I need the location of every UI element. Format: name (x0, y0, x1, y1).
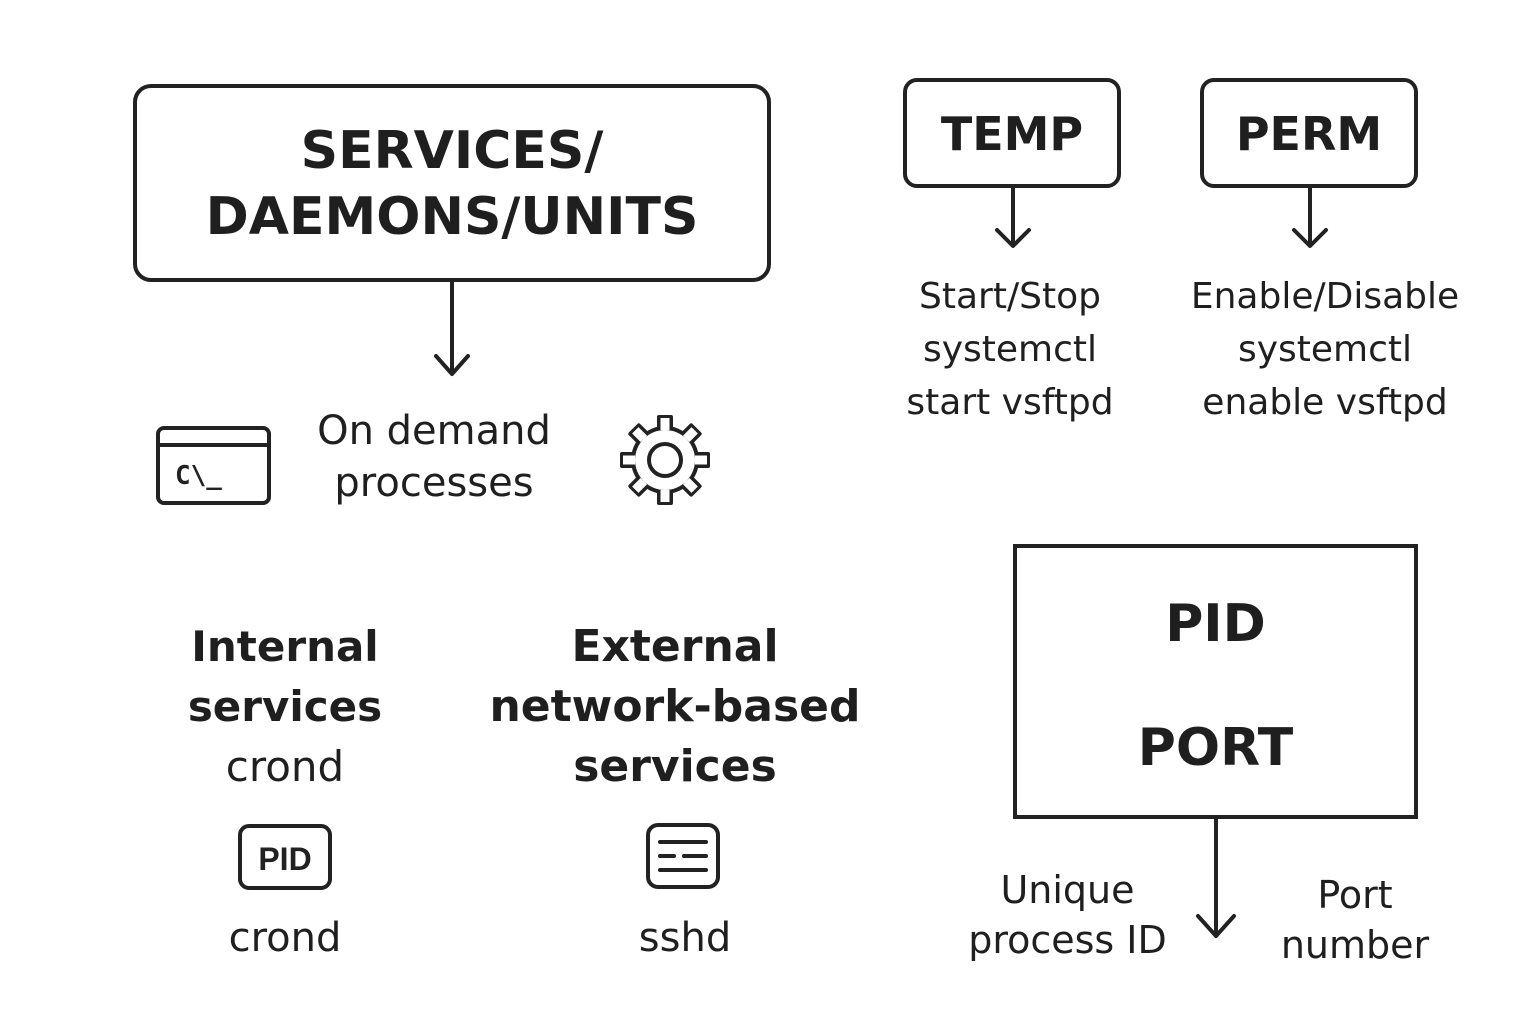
perm-arrow-down-icon (1294, 187, 1326, 246)
main-arrow-down-icon (436, 282, 468, 374)
perm-caption-line1: Enable/Disable (1190, 276, 1460, 317)
list-icon (648, 825, 718, 887)
pid-port-box-pid: PID (1165, 594, 1266, 654)
temp-caption-line1: Start/Stop (919, 276, 1101, 317)
perm-caption-line2: systemctl (1237, 329, 1413, 370)
temp-box (903, 78, 1121, 188)
on-demand-label (300, 405, 568, 509)
services-daemons-units-box (133, 84, 771, 282)
external-line3: services (573, 741, 777, 792)
main-box-title-line1: SERVICES/ (300, 121, 604, 181)
gear-icon (620, 415, 710, 505)
pid-caption-line2: process ID (968, 918, 1167, 962)
internal-line1: Internal (191, 622, 379, 671)
temp-title: TEMP (940, 107, 1084, 161)
pid-caption-line1: Unique (1000, 868, 1135, 912)
pid-port-arrow-down-icon (1198, 818, 1234, 936)
perm-box (1200, 78, 1418, 188)
internal-line2: services (187, 682, 383, 731)
port-caption (1255, 870, 1455, 970)
main-box-title-line2: DAEMONS/UNITS (205, 187, 699, 247)
port-caption-line2: number (1280, 923, 1430, 967)
pid-caption (945, 865, 1190, 965)
temp-caption (860, 270, 1160, 429)
pid-badge-label: PID (258, 841, 312, 877)
external-line1: External (571, 621, 779, 672)
pid-port-box-port: PORT (1137, 718, 1294, 778)
external-line2: network-based (489, 681, 861, 732)
internal-line3: crond (225, 742, 345, 791)
pid-port-box (1013, 544, 1418, 819)
internal-services-label (140, 617, 430, 797)
internal-example: crond (228, 915, 342, 961)
perm-caption (1170, 270, 1480, 429)
external-services-label (470, 617, 880, 797)
terminal-prompt-text: C\_ (175, 461, 222, 491)
perm-title: PERM (1235, 107, 1383, 161)
on-demand-line1: On demand (317, 408, 551, 454)
temp-arrow-down-icon (997, 187, 1029, 246)
temp-caption-line3: start vsftpd (906, 382, 1114, 423)
external-example: sshd (638, 915, 732, 961)
on-demand-line2: processes (334, 460, 534, 506)
perm-caption-line3: enable vsftpd (1202, 382, 1448, 423)
port-caption-line1: Port (1317, 873, 1393, 917)
terminal-icon (158, 428, 269, 503)
pid-badge-icon (240, 826, 330, 888)
temp-caption-line2: systemctl (922, 329, 1098, 370)
